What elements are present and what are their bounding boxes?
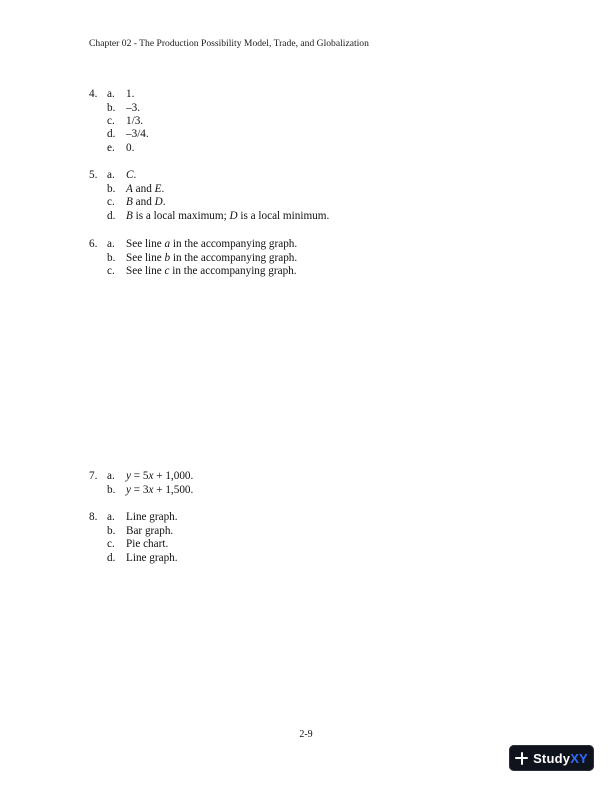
answer-letter: a.	[107, 470, 115, 482]
answer-letter: a.	[107, 88, 115, 100]
page-number: 2-9	[299, 729, 313, 740]
answer-letter: c.	[107, 538, 115, 550]
question-number: 5.	[89, 169, 98, 181]
answer-letter: c.	[107, 196, 115, 208]
answer-letter: d.	[107, 128, 116, 140]
answer-letter: e.	[107, 142, 115, 154]
answer-text: C.	[126, 169, 137, 181]
answer-text: y = 3x + 1,500.	[126, 484, 194, 496]
answer-text: See line a in the accompanying graph.	[126, 238, 298, 250]
answer-text: See line b in the accompanying graph.	[126, 252, 298, 264]
answer-text: –3.	[126, 102, 140, 114]
answer-text: 1.	[126, 88, 135, 100]
answer-text: y = 5x + 1,000.	[126, 470, 194, 482]
answer-letter: a.	[107, 511, 115, 523]
answer-letter: b.	[107, 252, 116, 264]
answer-letter: a.	[107, 238, 115, 250]
answer-text: 0.	[126, 142, 135, 154]
question-number: 7.	[89, 470, 98, 482]
question-number: 4.	[89, 88, 98, 100]
answer-text: Pie chart.	[126, 538, 169, 550]
answer-text: B is a local maximum; D is a local minimum.	[126, 210, 330, 222]
answer-letter: b.	[107, 183, 116, 195]
studyxy-watermark[interactable]	[509, 745, 594, 771]
question-number: 6.	[89, 238, 98, 250]
answer-text: Line graph.	[126, 511, 178, 523]
question-number: 8.	[89, 511, 98, 523]
answer-letter: c.	[107, 115, 115, 127]
answer-letter: b.	[107, 102, 116, 114]
answer-letter: b.	[107, 525, 116, 537]
page-header: Chapter 02 - The Production Possibility Model, Trade, and Globalization	[89, 38, 369, 49]
answer-letter: d.	[107, 210, 116, 222]
answer-text: 1/3.	[126, 115, 144, 127]
plus-icon	[515, 752, 528, 765]
answer-letter: a.	[107, 169, 115, 181]
answer-letter: d.	[107, 552, 116, 564]
studyxy-logo-text: StudyXY	[533, 750, 588, 766]
answer-text: B and D.	[126, 196, 166, 208]
answer-text: Line graph.	[126, 552, 178, 564]
answer-text: See line c in the accompanying graph.	[126, 265, 297, 277]
answer-text: A and E.	[126, 183, 165, 195]
answer-letter: c.	[107, 265, 115, 277]
answer-text: –3/4.	[126, 128, 149, 140]
answer-letter: b.	[107, 484, 116, 496]
answer-text: Bar graph.	[126, 525, 174, 537]
